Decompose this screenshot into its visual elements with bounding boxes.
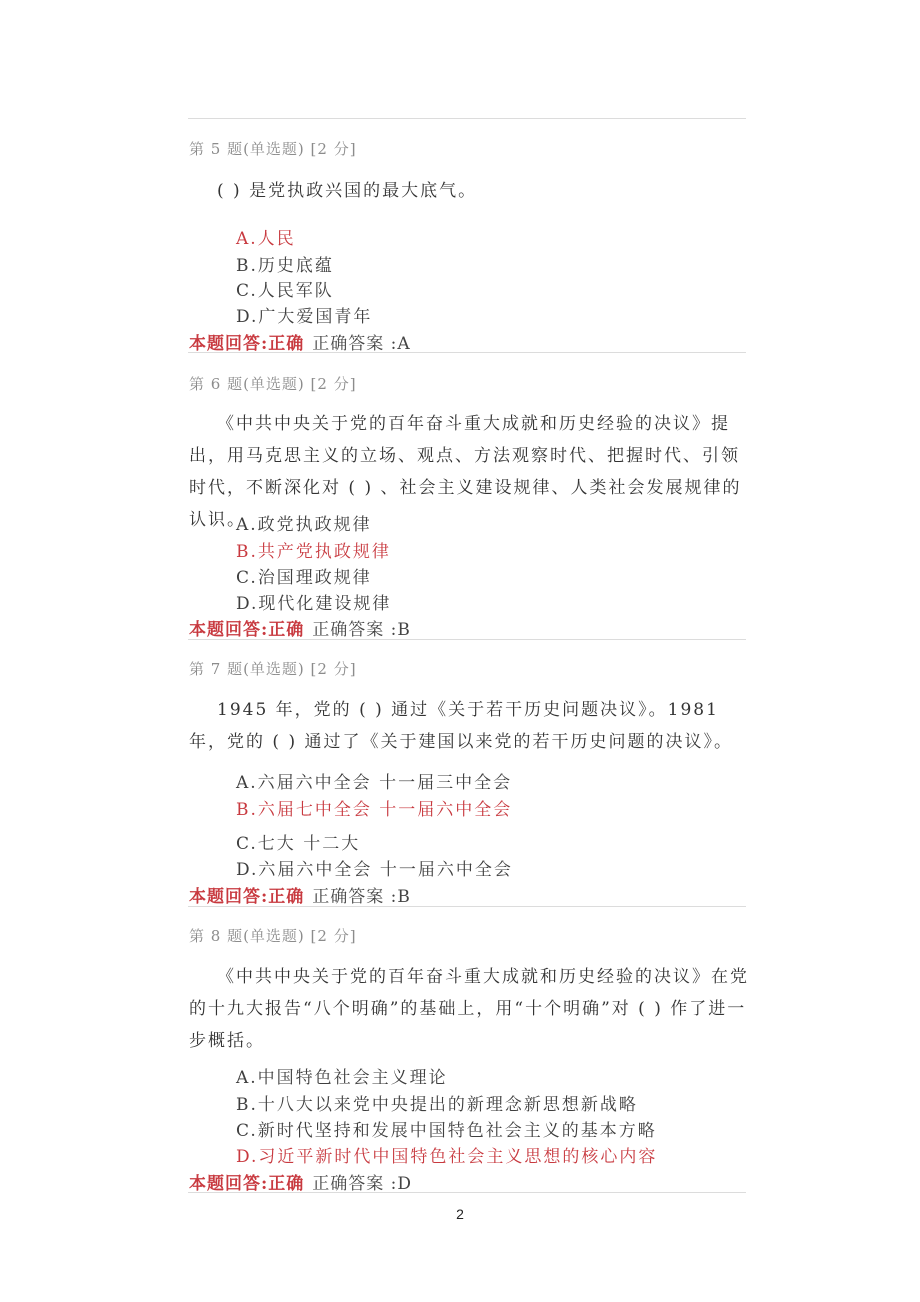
correct-answer: 正确答案 :B: [312, 620, 411, 640]
question-header: 第 7 题(单选题) [2 分]: [189, 660, 357, 678]
option-d-correct: D.习近平新时代中国特色社会主义思想的核心内容: [236, 1147, 658, 1167]
divider: [188, 352, 746, 353]
answer-result: 本题回答:正确: [189, 1174, 305, 1194]
option-b: B.十八大以来党中央提出的新理念新思想新战略: [236, 1095, 638, 1115]
option-a: A.中国特色社会主义理论: [236, 1068, 448, 1088]
option-b: B.历史底蕴: [236, 256, 334, 276]
option-b-correct: B.共产党执政规律: [236, 542, 391, 562]
option-c: C.人民军队: [236, 281, 334, 301]
answer-line: [189, 882, 411, 907]
question-stem: 1945 年，党的 ( ) 通过《关于若干历史问题决议》。1981 年，党的 ( ) 通过了《关于建国以来党的若干历史问题的决议》。: [189, 700, 733, 752]
option-b-correct: B.六届七中全会 十一届六中全会: [236, 800, 513, 820]
question-header: 第 6 题(单选题) [2 分]: [189, 375, 357, 393]
option-d: D.现代化建设规律: [236, 594, 392, 614]
answer-result: 本题回答:正确: [189, 620, 305, 640]
option-a: A.政党执政规律: [236, 515, 372, 535]
answer-line: [189, 329, 411, 354]
page-number: 2: [456, 1206, 464, 1222]
answer-result: 本题回答:正确: [189, 334, 305, 354]
option-c: C.治国理政规律: [236, 568, 372, 588]
question-stem: ( ) 是党执政兴国的最大底气。: [217, 181, 478, 201]
option-d: D.六届六中全会 十一届六中全会: [236, 860, 513, 880]
option-d: D.广大爱国青年: [236, 307, 373, 327]
question-header: 第 5 题(单选题) [2 分]: [189, 140, 357, 158]
option-c: C.新时代坚持和发展中国特色社会主义的基本方略: [236, 1121, 657, 1141]
correct-answer: 正确答案 :A: [312, 334, 411, 354]
option-c: C.七大 十二大: [236, 834, 361, 854]
divider: [188, 906, 746, 907]
option-a-correct: A.人民: [236, 229, 296, 249]
question-header: 第 8 题(单选题) [2 分]: [189, 927, 357, 945]
divider: [188, 639, 746, 640]
question-stem: 《中共中央关于党的百年奋斗重大成就和历史经验的决议》在党的十九大报告“八个明确”的基础上，用“十个明确”对 ( ) 作了进一步概括。: [189, 967, 749, 1051]
divider: [188, 1192, 746, 1193]
option-a: A.六届六中全会 十一届三中全会: [236, 773, 513, 793]
correct-answer: 正确答案 :B: [312, 887, 411, 907]
question-stem: 《中共中央关于党的百年奋斗重大成就和历史经验的决议》提出，用马克思主义的立场、观点、方法观察时代、把握时代、引领时代，不断深化对 ( ) 、社会主义建设规律、人类社会发展规律的认识。: [189, 414, 742, 530]
answer-result: 本题回答:正确: [189, 887, 305, 907]
answer-line: [189, 1169, 412, 1194]
correct-answer: 正确答案 :D: [312, 1174, 413, 1194]
divider: [188, 118, 746, 119]
answer-line: [189, 615, 411, 640]
